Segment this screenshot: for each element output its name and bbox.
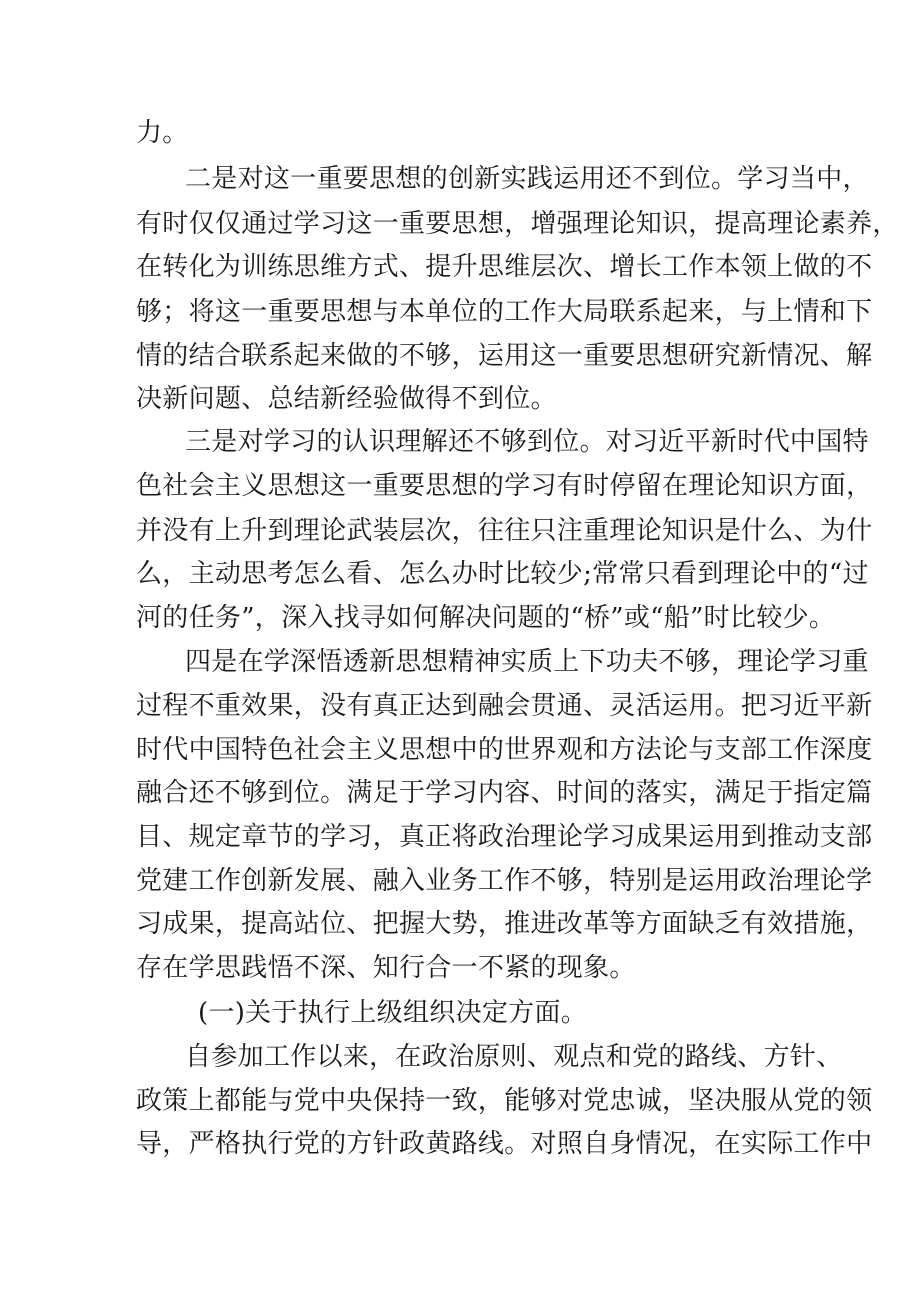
paragraph-5-line-3: 导，严格执行党的方针政黄路线。对照自身情况，在实际工作中	[136, 1129, 873, 1159]
paragraph-2-line-4: 够；将这一重要思想与本单位的工作大局联系起来，与上情和下	[136, 297, 873, 327]
paragraph-3-line-3: 并没有上升到理论武装层次，往往只注重理论知识是什么、为什	[136, 516, 873, 546]
paragraph-2-line-3: 在转化为训练思维方式、提升思维层次、增长工作本领上做的不	[136, 252, 873, 282]
paragraph-5-line-1: 自参加工作以来，在政治原则、观点和党的路线、方针、	[185, 1042, 843, 1072]
paragraph-3-line-2: 色社会主义思想这一重要思想的学习有时停留在理论知识方面，	[136, 471, 873, 501]
section-heading: (一)关于执行上级组织决定方面。	[198, 998, 588, 1028]
paragraph-4-line-6: 党建工作创新发展、融入业务工作不够，特别是运用政治理论学	[136, 866, 873, 896]
paragraph-4-line-8: 存在学思践悟不深、知行合一不紧的现象。	[136, 953, 636, 983]
paragraph-3-line-4: 么，主动思考怎么看、怎么办时比较少;常常只看到理论中的“过	[136, 559, 869, 589]
paragraph-3-line-5: 河的任务”，深入找寻如何解决问题的“桥”或“船”时比较少。	[136, 603, 836, 633]
paragraph-2-line-1: 二是对这一重要思想的创新实践运用还不到位。学习当中，	[185, 164, 869, 194]
paragraph-4-line-4: 融合还不够到位。满足于学习内容、时间的落实，满足于指定篇	[136, 778, 873, 808]
paragraph-2-line-6: 决新问题、总结新经验做得不到位。	[136, 384, 557, 414]
paragraph-4-line-2: 过程不重效果，没有真正达到融会贯通、灵活运用。把习近平新	[136, 691, 873, 721]
paragraph-2-line-5: 情的结合联系起来做的不够，运用这一重要思想研究新情况、解	[136, 341, 873, 371]
paragraph-4-line-1: 四是在学深悟透新思想精神实质上下功夫不够，理论学习重	[185, 647, 869, 677]
paragraph-4-line-7: 习成果，提高站位、把握大势，推进改革等方面缺乏有效措施，	[136, 909, 873, 939]
paragraph-2-line-2: 有时仅仅通过学习这一重要思想，增强理论知识，提高理论素养，	[136, 209, 899, 239]
paragraph-4-line-5: 目、规定章节的学习，真正将政治理论学习成果运用到推动支部	[136, 822, 873, 852]
paragraph-5-line-2: 政策上都能与党中央保持一致，能够对党忠诚，坚决服从党的领	[136, 1086, 873, 1116]
paragraph-4-line-3: 时代中国特色社会主义思想中的世界观和方法论与支部工作深度	[136, 735, 873, 765]
paragraph-1-line-1: 力。	[136, 118, 189, 148]
paragraph-3-line-1: 三是对学习的认识理解还不够到位。对习近平新时代中国特	[185, 427, 869, 457]
